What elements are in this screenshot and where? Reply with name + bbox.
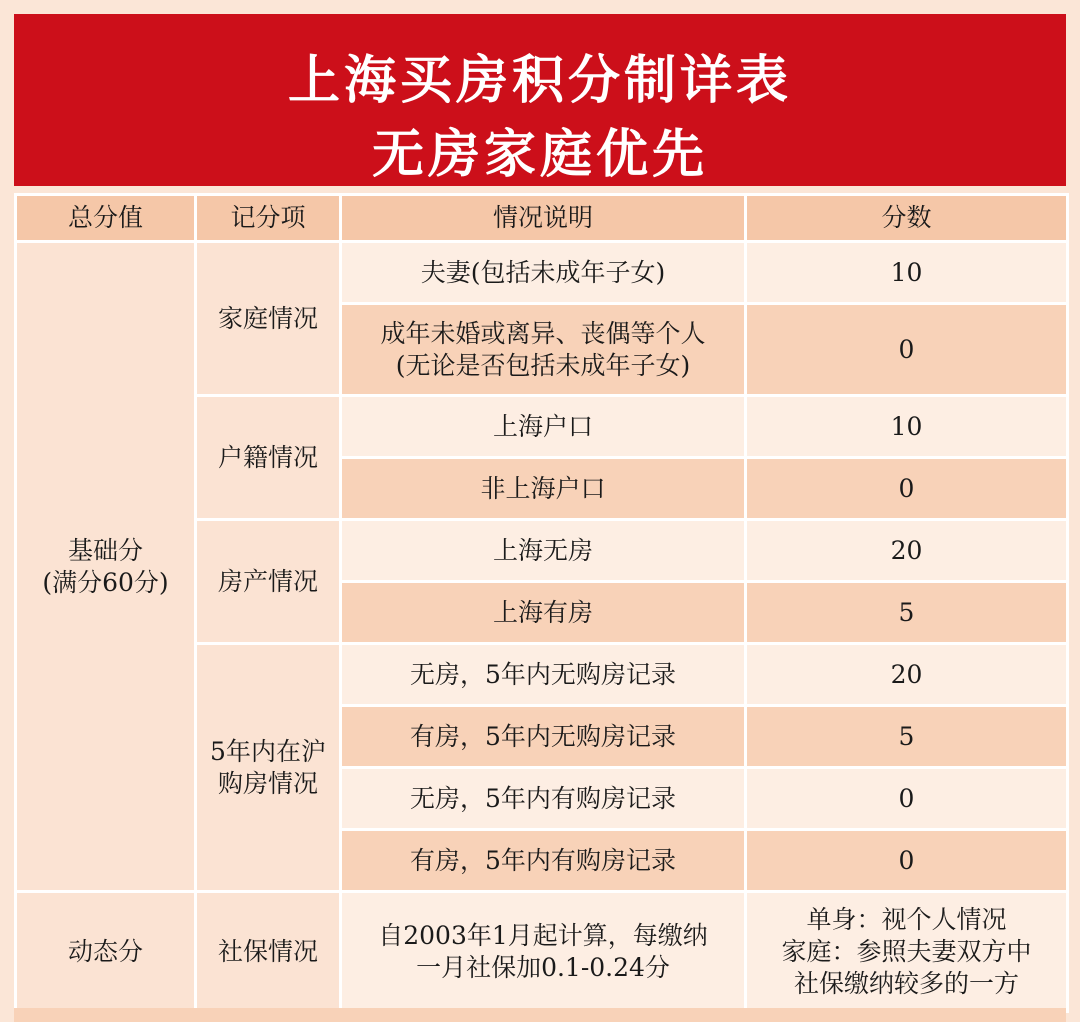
desc-cell: 无房，5年内有购房记录 bbox=[341, 768, 746, 830]
item-purchase-history bbox=[196, 644, 341, 892]
desc-cell bbox=[341, 304, 746, 396]
score-line: 家庭：参照夫妻双方中 bbox=[781, 936, 1032, 966]
desc-cell: 夫妻(包括未成年子女) bbox=[341, 242, 746, 304]
table-header-row bbox=[16, 195, 1068, 242]
desc-line: 自2003年1月起计算，每缴纳 bbox=[378, 920, 708, 950]
header-score: 分数 bbox=[746, 195, 1068, 242]
page-subtitle: 无房家庭优先 bbox=[371, 124, 708, 185]
score-cell: 5 bbox=[746, 706, 1068, 768]
page-title: 上海买房积分制详表 bbox=[287, 50, 792, 111]
score-line: 单身：视个人情况 bbox=[806, 904, 1007, 934]
item-social-security: 社保情况 bbox=[196, 892, 341, 1012]
item-line: 购房情况 bbox=[217, 768, 318, 798]
item-family: 家庭情况 bbox=[196, 242, 341, 396]
title-banner bbox=[14, 14, 1066, 186]
desc-cell: 有房，5年内有购房记录 bbox=[341, 830, 746, 892]
desc-cell: 上海有房 bbox=[341, 582, 746, 644]
desc-cell: 上海户口 bbox=[341, 396, 746, 458]
desc-cell: 有房，5年内无购房记录 bbox=[341, 706, 746, 768]
desc-line: 成年未婚或离异、丧偶等个人 bbox=[380, 318, 706, 348]
header-total: 总分值 bbox=[16, 195, 196, 242]
desc-cell: 上海无房 bbox=[341, 520, 746, 582]
score-cell: 0 bbox=[746, 458, 1068, 520]
score-cell: 0 bbox=[746, 304, 1068, 396]
points-table bbox=[14, 193, 1069, 1013]
basic-score-cell bbox=[16, 242, 196, 892]
header-description: 情况说明 bbox=[341, 195, 746, 242]
basic-score-label: 基础分 bbox=[67, 535, 143, 565]
score-cell: 20 bbox=[746, 644, 1068, 706]
basic-score-sub: (满分60分) bbox=[42, 567, 169, 597]
item-line: 5年内在沪 bbox=[210, 736, 326, 766]
item-property: 房产情况 bbox=[196, 520, 341, 644]
desc-cell: 非上海户口 bbox=[341, 458, 746, 520]
score-cell: 20 bbox=[746, 520, 1068, 582]
score-cell: 5 bbox=[746, 582, 1068, 644]
desc-cell bbox=[341, 892, 746, 1012]
score-cell: 10 bbox=[746, 242, 1068, 304]
score-cell bbox=[746, 892, 1068, 1012]
score-cell: 0 bbox=[746, 768, 1068, 830]
score-cell: 0 bbox=[746, 830, 1068, 892]
footer-strip bbox=[14, 1008, 1066, 1022]
table-row bbox=[16, 892, 1068, 1012]
desc-cell: 无房，5年内无购房记录 bbox=[341, 644, 746, 706]
desc-line: (无论是否包括未成年子女) bbox=[395, 350, 691, 380]
dynamic-score-cell: 动态分 bbox=[16, 892, 196, 1012]
score-cell: 10 bbox=[746, 396, 1068, 458]
table-row bbox=[16, 242, 1068, 304]
desc-line: 一月社保加0.1-0.24分 bbox=[416, 952, 670, 982]
item-hukou: 户籍情况 bbox=[196, 396, 341, 520]
score-line: 社保缴纳较多的一方 bbox=[793, 968, 1019, 998]
header-item: 记分项 bbox=[196, 195, 341, 242]
